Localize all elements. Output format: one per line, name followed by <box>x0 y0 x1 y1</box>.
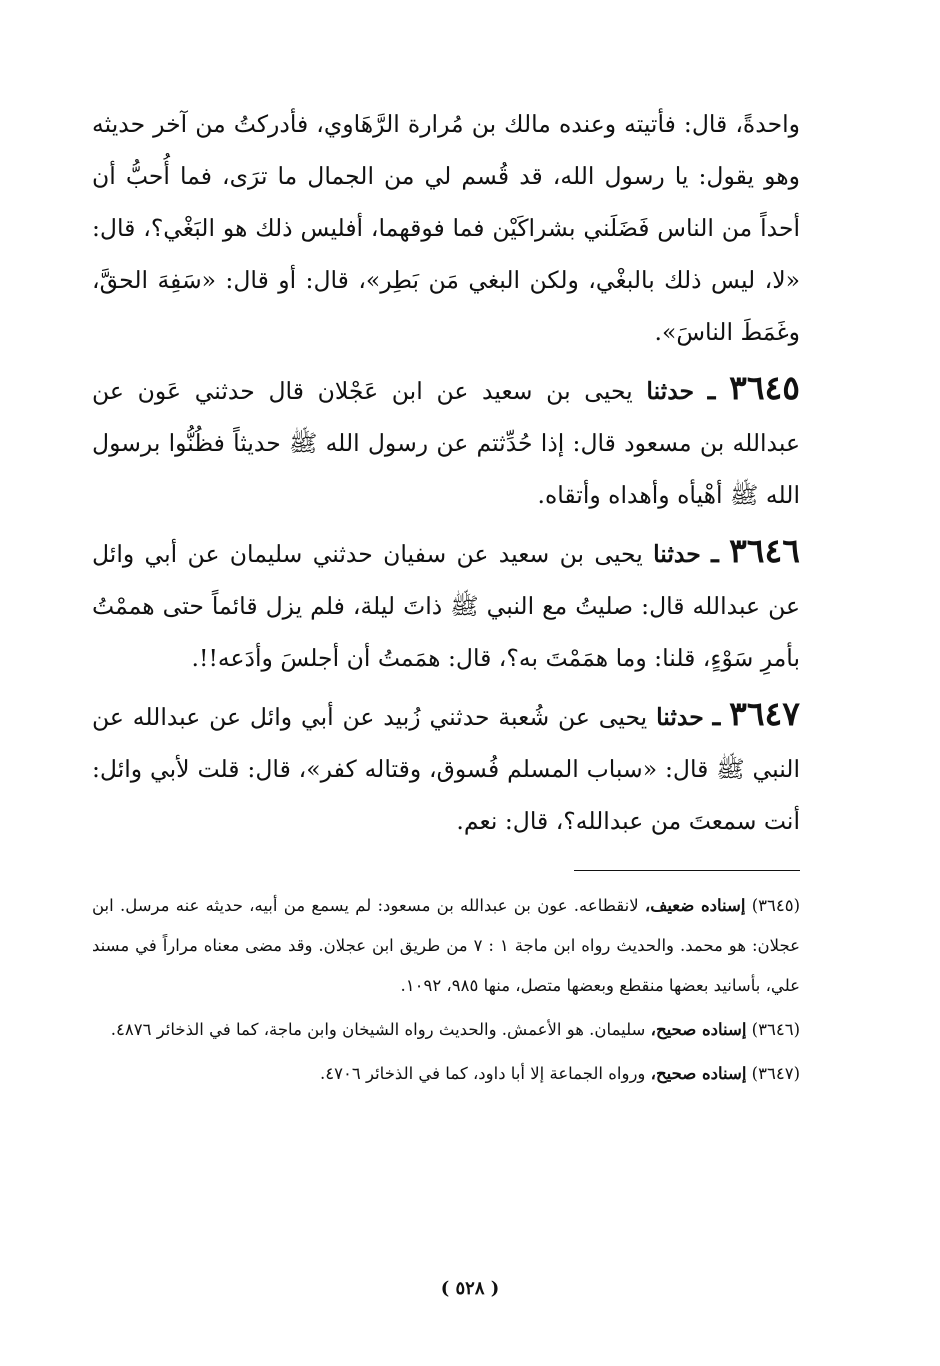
hadith-label: حدثنا <box>653 540 701 568</box>
footnote-text: سليمان. هو الأعمش. والحديث رواه الشيخان وابن ماجة، كما في الذخائر ٤٨٧٦. <box>110 1020 646 1039</box>
hadith-number: ٣٦٤٧ <box>729 694 800 733</box>
hadith-3647 <box>92 688 800 847</box>
footnote-label: إسناده ضعيف، <box>644 896 746 915</box>
footnote-ref: (٣٦٤٧) <box>751 1064 800 1083</box>
hadith-text: يحيى بن سعيد عن سفيان حدثني سليمان عن أبي وائل عن عبدالله قال: صليتُ مع النبي ﷺ ذاتَ ليلة، فلم يزل قائماً حتى هممْتُ بأمرِ سَوْءٍ، قلنا: وما همَمْتَ به؟، قال: همَمتُ أن أجلسَ وأدَعه!!. <box>92 540 800 672</box>
hadith-3646 <box>92 525 800 684</box>
footnote-text: ورواه الجماعة إلا أبا داود، كما في الذخائر ٤٧٠٦. <box>320 1064 646 1083</box>
footnote-divider <box>574 870 800 871</box>
hadith-3645 <box>92 362 800 521</box>
footnote-3646 <box>92 1010 800 1050</box>
footnote-ref: (٣٦٤٥) <box>751 896 801 915</box>
hadith-text: يحيى عن شُعبة حدثني زُبيد عن أبي وائل عن عبدالله عن النبي ﷺ قال: «سباب المسلم فُسوق، وقتاله كفر»، قال: قلت لأبي وائل: أنت سمعتَ من عبدالله؟، قال: نعم. <box>92 703 800 835</box>
hadith-number: ٣٦٤٦ <box>729 531 800 570</box>
main-text <box>92 98 800 847</box>
hadith-separator: ـ <box>707 376 716 406</box>
hadith-separator: ـ <box>712 702 721 732</box>
hadith-number: ٣٦٤٥ <box>729 368 800 407</box>
hadith-separator: ـ <box>711 539 719 569</box>
hadith-text: يحيى بن سعيد عن ابن عَجْلان قال حدثني عَون عن عبدالله بن مسعود قال: إذا حُدِّثتم عن رسول الله ﷺ حديثاً فظُنُّوا برسول الله ﷺ أهْيأه وأهداه وأتقاه. <box>92 377 800 509</box>
footnotes <box>92 886 800 1098</box>
paragraph-continuation <box>92 98 800 358</box>
hadith-label: حدثنا <box>646 377 695 405</box>
footnote-3645 <box>92 886 800 1006</box>
page-number: ( ٥٢٨ ) <box>440 1278 500 1299</box>
footnote-label: إسناده صحيح، <box>650 1020 747 1039</box>
footnote-text: لانقطاعه. عون بن عبدالله بن مسعود: لم يسمع من أبيه، حديثه عنه مرسل. ابن عجلان: هو محمد. والحديث رواه ابن ماجة ١ : ٧ من طريق ابن عجلان. وقد مضى معناه مراراً في مسند علي، بأسانيد بعضها منقطع وبعضها متصل، منها ٩٨٥، ١٠٩٢. <box>92 896 800 995</box>
footnote-3647 <box>92 1054 800 1094</box>
footnote-label: إسناده صحيح، <box>650 1064 747 1083</box>
paragraph-text: واحدةً، قال: فأتيته وعنده مالك بن مُرارة الرَّهَاوي، فأدركتُ من آخر حديثه وهو يقول: يا رسول الله، قد قُسم لي من الجمال ما ترَى، فما أُحبُّ أن أحداً من الناس فَضَلَني بشراكَيْن فما فوقهما، أفليس ذلك هو البَغْي؟، قال: «لا، ليس ذلك بالبغْي، ولكن البغي مَن بَطِر»، قال: أو قال: «سَفِهَ الحقَّ، وغَمَطَ الناسَ». <box>92 110 800 346</box>
footnote-ref: (٣٦٤٦) <box>751 1020 800 1039</box>
hadith-label: حدثنا <box>656 703 704 731</box>
